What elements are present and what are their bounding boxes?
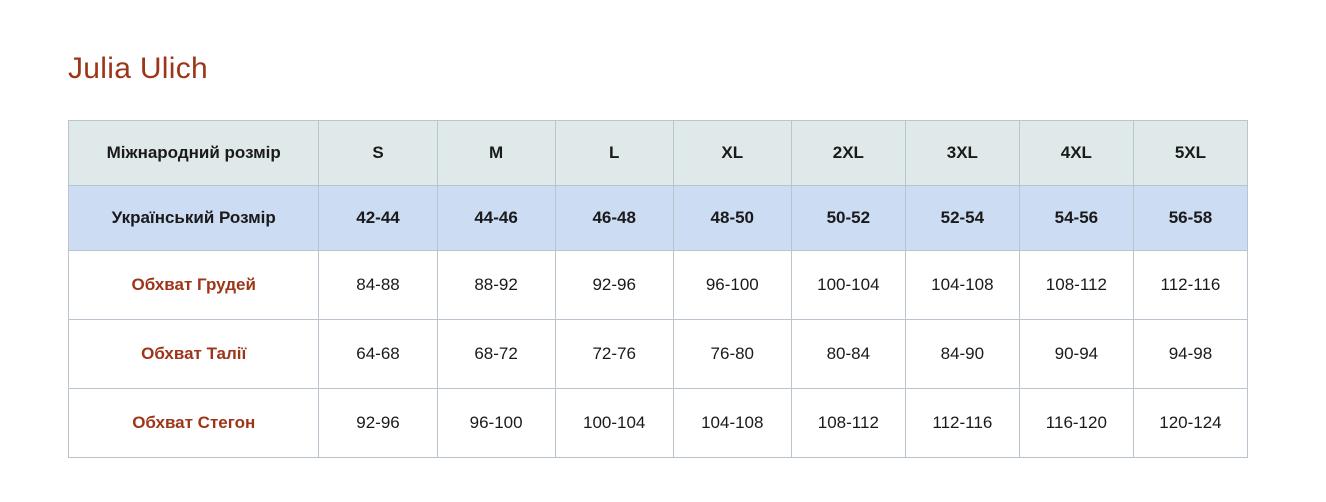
table-cell: 108-112 [1019,251,1133,320]
table-cell: 92-96 [319,389,437,458]
table-cell: 64-68 [319,320,437,389]
table-row-bust [69,251,1248,320]
table-cell: M [437,121,555,186]
row-header-ukrainian-size: Український Розмір [69,186,319,251]
table-cell: 68-72 [437,320,555,389]
table-row-international [69,121,1248,186]
table-cell: 100-104 [555,389,673,458]
table-cell: 2XL [791,121,905,186]
table-cell: 100-104 [791,251,905,320]
table-cell: 96-100 [673,251,791,320]
row-header-hips: Обхват Стегон [69,389,319,458]
table-cell: 44-46 [437,186,555,251]
table-cell: 108-112 [791,389,905,458]
table-cell: 72-76 [555,320,673,389]
table-cell: 4XL [1019,121,1133,186]
table-cell: 84-90 [905,320,1019,389]
table-row-waist [69,320,1248,389]
table-cell: 80-84 [791,320,905,389]
size-table-container [68,120,1248,458]
table-cell: 54-56 [1019,186,1133,251]
table-cell: 94-98 [1133,320,1247,389]
row-header-bust: Обхват Грудей [69,251,319,320]
table-cell: 88-92 [437,251,555,320]
table-cell: 46-48 [555,186,673,251]
table-cell: 92-96 [555,251,673,320]
table-cell: 5XL [1133,121,1247,186]
table-row-hips [69,389,1248,458]
table-cell: 50-52 [791,186,905,251]
table-cell: 112-116 [905,389,1019,458]
table-cell: 90-94 [1019,320,1133,389]
table-cell: 42-44 [319,186,437,251]
table-cell: 120-124 [1133,389,1247,458]
table-cell: 76-80 [673,320,791,389]
table-cell: 84-88 [319,251,437,320]
table-cell: 104-108 [673,389,791,458]
table-cell: 56-58 [1133,186,1247,251]
table-cell: 104-108 [905,251,1019,320]
row-header-international: Міжнародний розмір [69,121,319,186]
table-row-ukrainian-size [69,186,1248,251]
size-table [68,120,1248,458]
table-cell: 52-54 [905,186,1019,251]
table-cell: 112-116 [1133,251,1247,320]
table-cell: S [319,121,437,186]
table-cell: XL [673,121,791,186]
table-cell: 48-50 [673,186,791,251]
page-title: Julia Ulich [68,52,209,85]
table-cell: 96-100 [437,389,555,458]
table-cell: 116-120 [1019,389,1133,458]
row-header-waist: Обхват Талії [69,320,319,389]
table-cell: L [555,121,673,186]
table-cell: 3XL [905,121,1019,186]
